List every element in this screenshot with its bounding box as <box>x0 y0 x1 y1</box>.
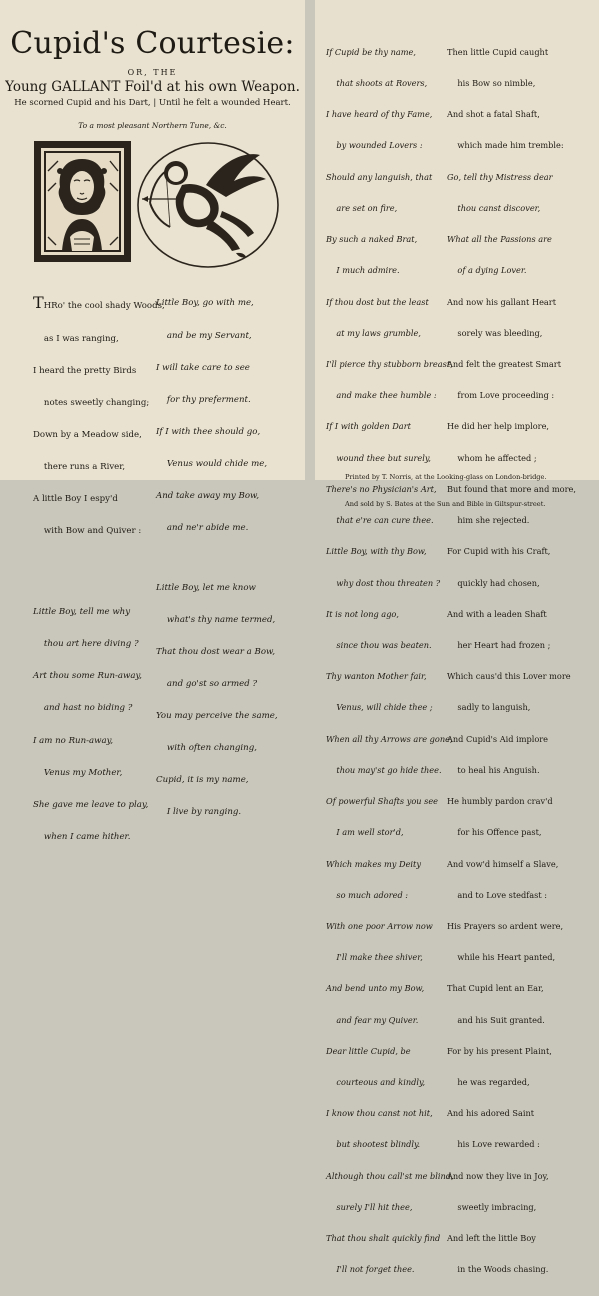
verse-line: Dear little Cupid, be <box>326 1045 411 1056</box>
verse-line: If thou dost but the least <box>326 296 429 307</box>
verse-gap <box>156 555 278 561</box>
ballad-title: Cupid's Courtesie: <box>10 26 295 61</box>
verse-line: for thy preferment. <box>156 394 251 405</box>
verse-line: It is not long ago, <box>326 608 399 619</box>
verse-line: And take away my Bow, <box>156 491 260 502</box>
verse-line: that shoots at Rovers, <box>326 78 428 89</box>
verse-line: Art thou some Run-away, <box>33 671 142 682</box>
verse-line: by wounded Lovers : <box>326 140 423 151</box>
verse-line: For by his present Plaint, <box>447 1045 552 1056</box>
verse-line: Although thou call'st me blind, <box>326 1170 454 1181</box>
verse-line: thou art here diving ? <box>33 639 139 650</box>
ballad-byline: He scorned Cupid and his Dart, | Until he felt a wounded Heart. <box>14 98 291 108</box>
verse-line: Down by a Meadow side, <box>33 429 142 440</box>
verse-line: And his adored Saint <box>447 1108 535 1119</box>
verse-line: sweetly imbracing, <box>447 1201 537 1212</box>
verse-line: and make thee humble : <box>326 390 437 401</box>
verse-line: With one poor Arrow now <box>326 920 433 931</box>
verse-line: When all thy Arrows are gone, <box>326 733 453 744</box>
verse-line: sadly to languish, <box>447 702 531 713</box>
verse-line: in the Woods chasing. <box>447 1264 549 1275</box>
verse-line: to heal his Anguish. <box>447 764 540 775</box>
verse-line: for his Offence past, <box>447 827 542 838</box>
verse-line: and ne'r abide me. <box>156 523 249 534</box>
verse-line: and be my Servant, <box>156 330 252 341</box>
verse-line: notes sweetly changing; <box>33 397 150 408</box>
verse-line: And vow'd himself a Slave, <box>447 858 559 869</box>
verse-line: while his Heart panted, <box>447 952 556 963</box>
verse-line: Go, tell thy Mistress dear <box>447 171 553 182</box>
verse-line: I'll make thee shiver, <box>326 952 423 963</box>
verse-line: I am well stor'd, <box>326 827 404 838</box>
verse-line: quickly had chosen, <box>447 577 540 588</box>
verse-line: He humbly pardon crav'd <box>447 796 553 807</box>
verse-line: And now they live in Joy, <box>447 1170 549 1181</box>
verse-line: Venus would chide me, <box>156 458 268 469</box>
verse-line: That thou shalt quickly find <box>326 1233 441 1244</box>
imprint <box>345 455 547 527</box>
or-the-line: OR, THE <box>127 68 178 77</box>
verse-line: and his Suit granted. <box>447 1014 545 1025</box>
verse-line: him she rejected. <box>447 515 530 526</box>
verse-line: I know thou canst not hit, <box>326 1108 433 1119</box>
verse-line: so much adored : <box>326 889 409 900</box>
verse-line: and to Love stedfast : <box>447 889 548 900</box>
verse-gap <box>33 558 165 564</box>
verse-line: he was regarded, <box>447 1077 530 1088</box>
verse-line: from Love proceeding : <box>447 390 555 401</box>
cupid-icon <box>136 141 281 269</box>
verse-line: I am no Run-away, <box>33 735 114 746</box>
verse-line: sorely was bleeding, <box>447 327 543 338</box>
verse-column-right-1 <box>326 26 454 1296</box>
verse-line: there runs a River, <box>33 461 126 472</box>
verse-line: since thou was beaten. <box>326 639 432 650</box>
verse-line: And felt the greatest Smart <box>447 359 561 369</box>
verse-line: surely I'll hit thee, <box>326 1201 413 1212</box>
imprint-line-1: Printed by T. Norris, at the Looking-glass on London-bridge. <box>345 473 547 481</box>
verse-line: THRo' the cool shady Woods, <box>33 293 165 313</box>
drop-cap: T <box>33 293 44 313</box>
verse-line: Little Boy, tell me why <box>33 607 131 618</box>
verse-line: why dost thou threaten ? <box>326 577 441 588</box>
verse-line: when I came hither. <box>33 831 131 842</box>
imprint-line-2: And sold by S. Bates at the Sun and Bible in Giltspur-street. <box>345 500 546 508</box>
verse-line: which made him tremble: <box>447 140 564 151</box>
verse-line: and hast no biding ? <box>33 703 133 714</box>
verse-line: wound thee but surely, <box>326 452 431 463</box>
verse-line: And now his gallant Heart <box>447 296 557 307</box>
verse-line: but shootest blindly. <box>326 1139 421 1150</box>
verse-line: that e're can cure thee. <box>326 515 434 526</box>
verse-line: Thy wanton Mother fair, <box>326 671 427 682</box>
verse-line: Little Boy, with thy Bow, <box>326 546 427 557</box>
verse-line: I heard the pretty Birds <box>33 365 137 376</box>
verse-line: Little Boy, let me know <box>156 582 256 593</box>
verse-line: I have heard of thy Fame, <box>326 109 433 120</box>
verse-line: And with a leaden Shaft <box>447 608 547 619</box>
verse-line: He did her help implore, <box>447 421 550 432</box>
verse-line: By such a naked Brat, <box>326 234 418 245</box>
verse-line: Little Boy, go with me, <box>156 298 254 309</box>
verse-column-right-2 <box>447 26 576 1296</box>
verse-line: A little Boy I espy'd <box>33 494 118 505</box>
verse-line: What all the Passions are <box>447 234 552 245</box>
ballad-subtitle: Young GALLANT Foil'd at his own Weapon. <box>5 79 300 95</box>
verse-line: of a dying Lover. <box>447 265 527 276</box>
verse-line: Should any languish, that <box>326 171 433 182</box>
verse-line: and fear my Quiver. <box>326 1014 419 1025</box>
verse-line: her Heart had frozen ; <box>447 639 551 650</box>
ballad-sheet-right <box>315 0 599 1275</box>
verse-line: She gave me leave to play, <box>33 799 149 810</box>
verse-line: Which makes my Deity <box>326 858 421 869</box>
verse-line: Then little Cupid caught <box>447 46 549 57</box>
verse-line: His Prayers so ardent were, <box>447 920 564 931</box>
verse-line: thou canst discover, <box>447 202 541 213</box>
verse-column-left-2 <box>156 277 278 840</box>
verse-line: I'll not forget thee. <box>326 1264 415 1275</box>
verse-line: If I with golden Dart <box>326 421 411 432</box>
verse-line: at my laws grumble, <box>326 327 421 338</box>
ballad-sheet-left <box>0 0 305 842</box>
verse-line: Which caus'd this Lover more <box>447 671 571 682</box>
verse-line: I live by ranging. <box>156 807 242 818</box>
verse-line: his Bow so nimble, <box>447 78 536 89</box>
verse-line: You may perceive the same, <box>156 711 278 722</box>
verse-line: Of powerful Shafts you see <box>326 796 439 807</box>
verse-line: And Cupid's Aid implore <box>447 733 549 744</box>
verse-line: And bend unto my Bow, <box>326 983 425 994</box>
woman-portrait-icon <box>34 141 131 262</box>
verse-line: That thou dost wear a Bow, <box>156 646 276 657</box>
verse-line: courteous and kindly, <box>326 1077 426 1088</box>
verse-line: I'll pierce thy stubborn breast, <box>326 359 453 369</box>
verse-line: There's no Physician's Art, <box>326 483 437 494</box>
verse-line: thou may'st go hide thee. <box>326 764 442 775</box>
tune-line: To a most pleasant Northern Tune, &c. <box>78 121 227 130</box>
verse-line: his Love rewarded : <box>447 1139 540 1150</box>
verse-line: are set on fire, <box>326 202 398 213</box>
verse-line: with often changing, <box>156 743 257 754</box>
verse-line: And shot a fatal Shaft, <box>447 109 540 120</box>
verse-line: I much admire. <box>326 265 400 276</box>
verse-line: Venus, will chide thee ; <box>326 702 433 713</box>
verse-line: If Cupid be thy name, <box>326 46 416 57</box>
verse-line: If I with thee should go, <box>156 426 261 437</box>
verse-line: For Cupid with his Craft, <box>447 546 551 557</box>
verse-line: That Cupid lent an Ear, <box>447 983 544 994</box>
verse-line: what's thy name termed, <box>156 614 276 625</box>
verse-line: I will take care to see <box>156 362 250 373</box>
verse-line: with Bow and Quiver : <box>33 526 142 537</box>
verse-line: and go'st so armed ? <box>156 679 258 690</box>
verse-line: Venus my Mother, <box>33 767 123 778</box>
verse-line: whom he affected ; <box>447 452 537 463</box>
verse-line: But found that more and more, <box>447 483 576 494</box>
verse-line: as I was ranging, <box>33 333 119 344</box>
verse-line: And left the little Boy <box>447 1233 536 1244</box>
verse-column-left-1 <box>33 277 165 885</box>
verse-line: Cupid, it is my name, <box>156 775 249 786</box>
